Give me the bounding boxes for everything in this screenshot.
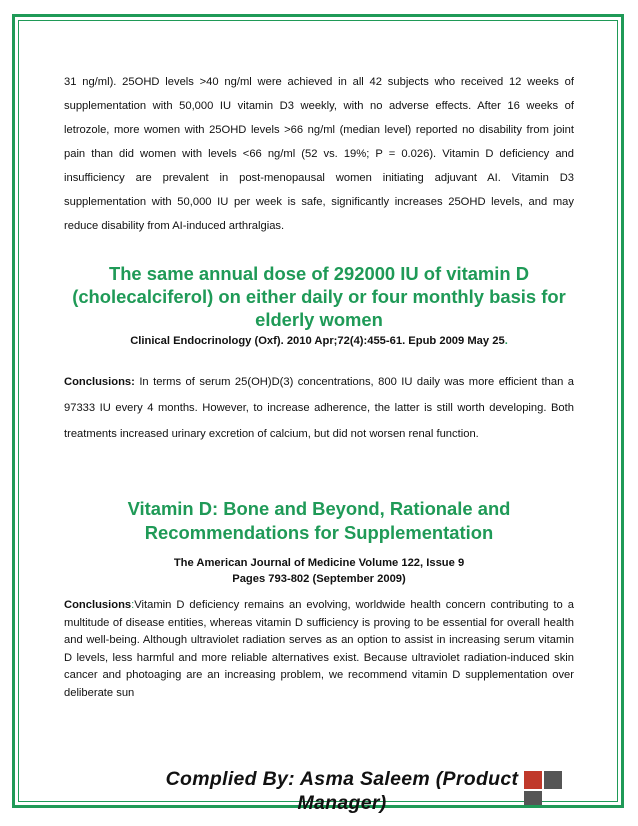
- page-content: [64, 70, 574, 703]
- section3-conclusion-colon: :: [131, 599, 135, 611]
- section2-conclusion-text: In terms of serum 25(OH)D(3) concentrations, 800 IU daily was more efficient than a 97333 IU every 4 months. However, to increase adherence, the latter is still worth developing. Both treatments increased urinary excretion of calcium, but did not worsen renal function.: [64, 376, 574, 440]
- page-footer: [28, 767, 610, 814]
- footer-square-dark: [544, 771, 562, 789]
- footer-square-dark-lower: [524, 791, 542, 805]
- section3-source-line2: Pages 793-802 (September 2009): [232, 573, 406, 585]
- spacer: [64, 587, 574, 597]
- section3-conclusion-text: Vitamin D deficiency remains an evolving, worldwide health concern contributing to a multitude of disease entities, whereas vitamin D sufficiency is proving to be essential for overall health and well-being. Although ultraviolet radiation serves as an option to assist in increasing serum vitamin D levels, less harmful and more reliable alternatives exist. Because ultraviolet radiation-induced skin cancer and photoaging are an increasing problem, we recommend vitamin D supplementation over deliberate sun: [64, 599, 574, 699]
- section2-source-dot: .: [504, 335, 508, 347]
- section3-source-line1: The American Journal of Medicine Volume 122, Issue 9: [173, 557, 465, 569]
- section2-source: [64, 333, 574, 349]
- section3-conclusion-label: Conclusions: [64, 599, 132, 611]
- section2-conclusion-label: Conclusions:: [64, 376, 135, 388]
- spacer: [64, 545, 574, 555]
- section1-paragraph: 31 ng/ml). 25OHD levels >40 ng/ml were achieved in all 42 subjects who received 12 weeks of supplementation with 50,000 IU vitamin D3 weekly, with no adverse effects. After 16 weeks of letrozole, more women with 25OHD levels >66 ng/ml (median level) reported no disability from joint pain than did women with levels <66 ng/ml (52 vs. 19%; P = 0.026). Vitamin D deficiency and insufficiency are prevalent in post-menopausal women initiating adjuvant AI. Vitamin D3 supplementation with 50,000 IU per week is safe, significantly increases 25OHD levels, and may reduce disability from AI-induced arthralgias.: [64, 76, 574, 232]
- footer-square-red: [524, 771, 542, 789]
- section3-conclusion: [64, 597, 574, 703]
- spacer: [64, 349, 574, 369]
- section2-title: The same annual dose of 292000 IU of vitamin D (cholecalciferol) on either daily or four monthly basis for elderly women: [72, 263, 566, 330]
- section2-conclusion: [64, 369, 574, 447]
- section3-title: Vitamin D: Bone and Beyond, Rationale and Recommendations for Supplementation: [127, 498, 511, 543]
- spacer: [64, 447, 574, 497]
- section2-source-text: Clinical Endocrinology (Oxf). 2010 Apr;72(4):455-61. Epub 2009 May 25: [130, 335, 505, 347]
- spacer: [64, 238, 574, 262]
- footer-credit: Complied By: Asma Saleem (Product Manager): [165, 768, 519, 814]
